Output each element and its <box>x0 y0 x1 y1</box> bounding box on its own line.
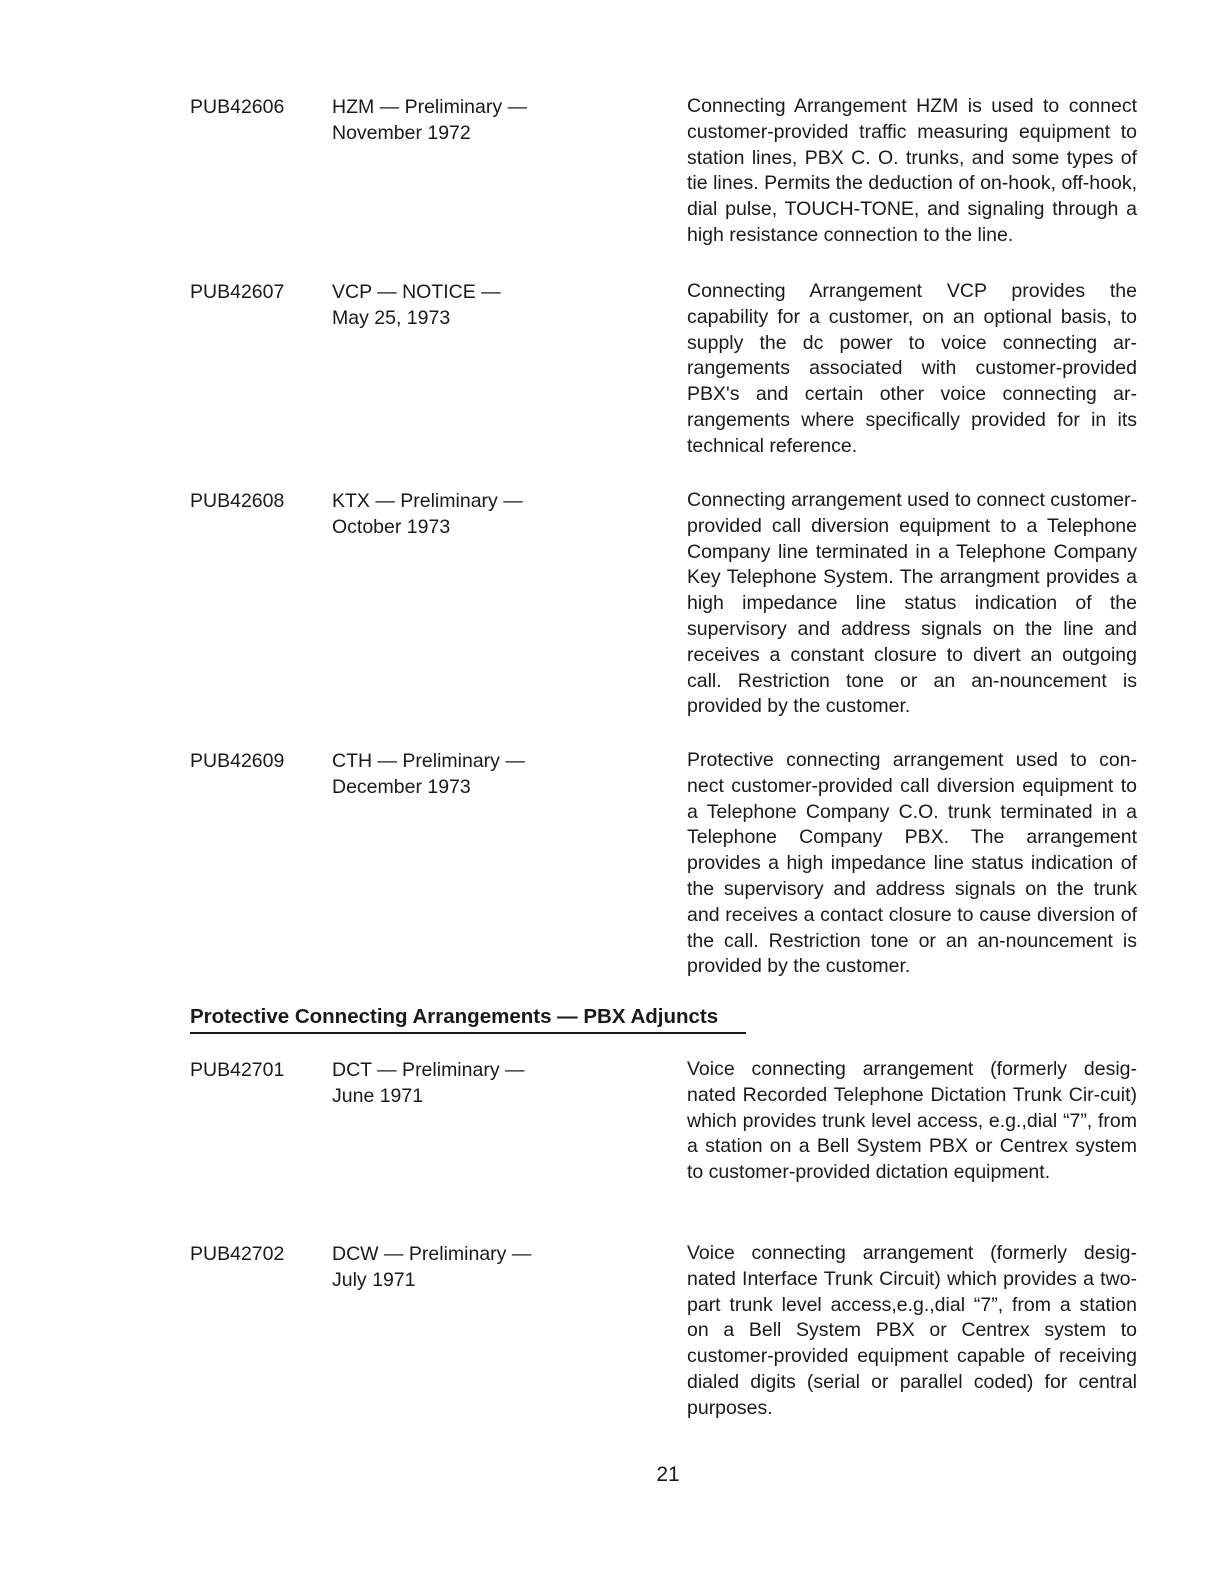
publication-status: VCP — NOTICE — May 25, 1973 <box>332 281 501 329</box>
publication-number: PUB42702 <box>190 1243 285 1265</box>
publication-description: Connecting Arrangement VCP provides the capability for a customer, on an optional basis, to supply the dc power to voice connecting ar-rangements associated with customer-provided PBX's and certain other voice connecting ar-rangements where specifically provided for in its technical reference. <box>687 280 1137 457</box>
publication-description: Protective connecting arrangement used to con-nect customer-provided call diversion equipment to a Telephone Company C.O. trunk terminated in a Telephone Company PBX. The arrangement provides a high impedance line status indication of the supervisory and address signals on the trunk and receives a contact closure to cause diversion of the call. Restriction tone or an an-nouncement is provided by the customer. <box>687 749 1137 978</box>
publication-description: Voice connecting arrangement (formerly desig-nated Recorded Telephone Dictation Trunk Cir-cuit) which provides trunk level access, e.g.,dial “7”, from a station on a Bell System PBX or Centrex system to customer-provided dictation equipment. <box>687 1058 1137 1184</box>
publication-number: PUB42609 <box>190 750 285 772</box>
publication-status: CTH — Preliminary — December 1973 <box>332 750 525 798</box>
publication-status: DCW — Preliminary — July 1971 <box>332 1243 532 1291</box>
publication-description: Connecting Arrangement HZM is used to connect customer-provided traffic measuring equipment to station lines, PBX C. O. trunks, and some types of tie lines. Permits the deduction of on-hook, off-hook, dial pulse, TOUCH-TONE, and signaling through a high resistance connection to the line. <box>687 95 1137 246</box>
publication-number: PUB42608 <box>190 490 285 512</box>
publication-number: PUB42607 <box>190 281 285 303</box>
publication-status: HZM — Preliminary — November 1972 <box>332 96 528 144</box>
publication-number: PUB42606 <box>190 96 285 118</box>
publication-description: Voice connecting arrangement (formerly desig-nated Interface Trunk Circuit) which provides a two-part trunk level access,e.g.,dial “7”, from a station on a Bell System PBX or Centrex system to customer-provided equipment capable of receiving dialed digits (serial or parallel coded) for central purposes. <box>687 1242 1137 1419</box>
section-heading: Protective Connecting Arrangements — PBX Adjuncts <box>190 1003 746 1034</box>
publication-status: DCT — Preliminary — June 1971 <box>332 1059 525 1107</box>
publication-description: Connecting arrangement used to connect customer-provided call diversion equipment to a Telephone Company line terminated in a Telephone Company Key Telephone System. The arrangment provides a high impedance line status indication of the supervisory and address signals on the line and receives a constant closure to divert an outgoing call. Restriction tone or an an-nouncement is provided by the customer. <box>687 489 1137 718</box>
publication-number: PUB42701 <box>190 1059 285 1081</box>
publication-status: KTX — Preliminary — October 1973 <box>332 490 523 538</box>
page-number: 21 <box>656 1463 680 1486</box>
